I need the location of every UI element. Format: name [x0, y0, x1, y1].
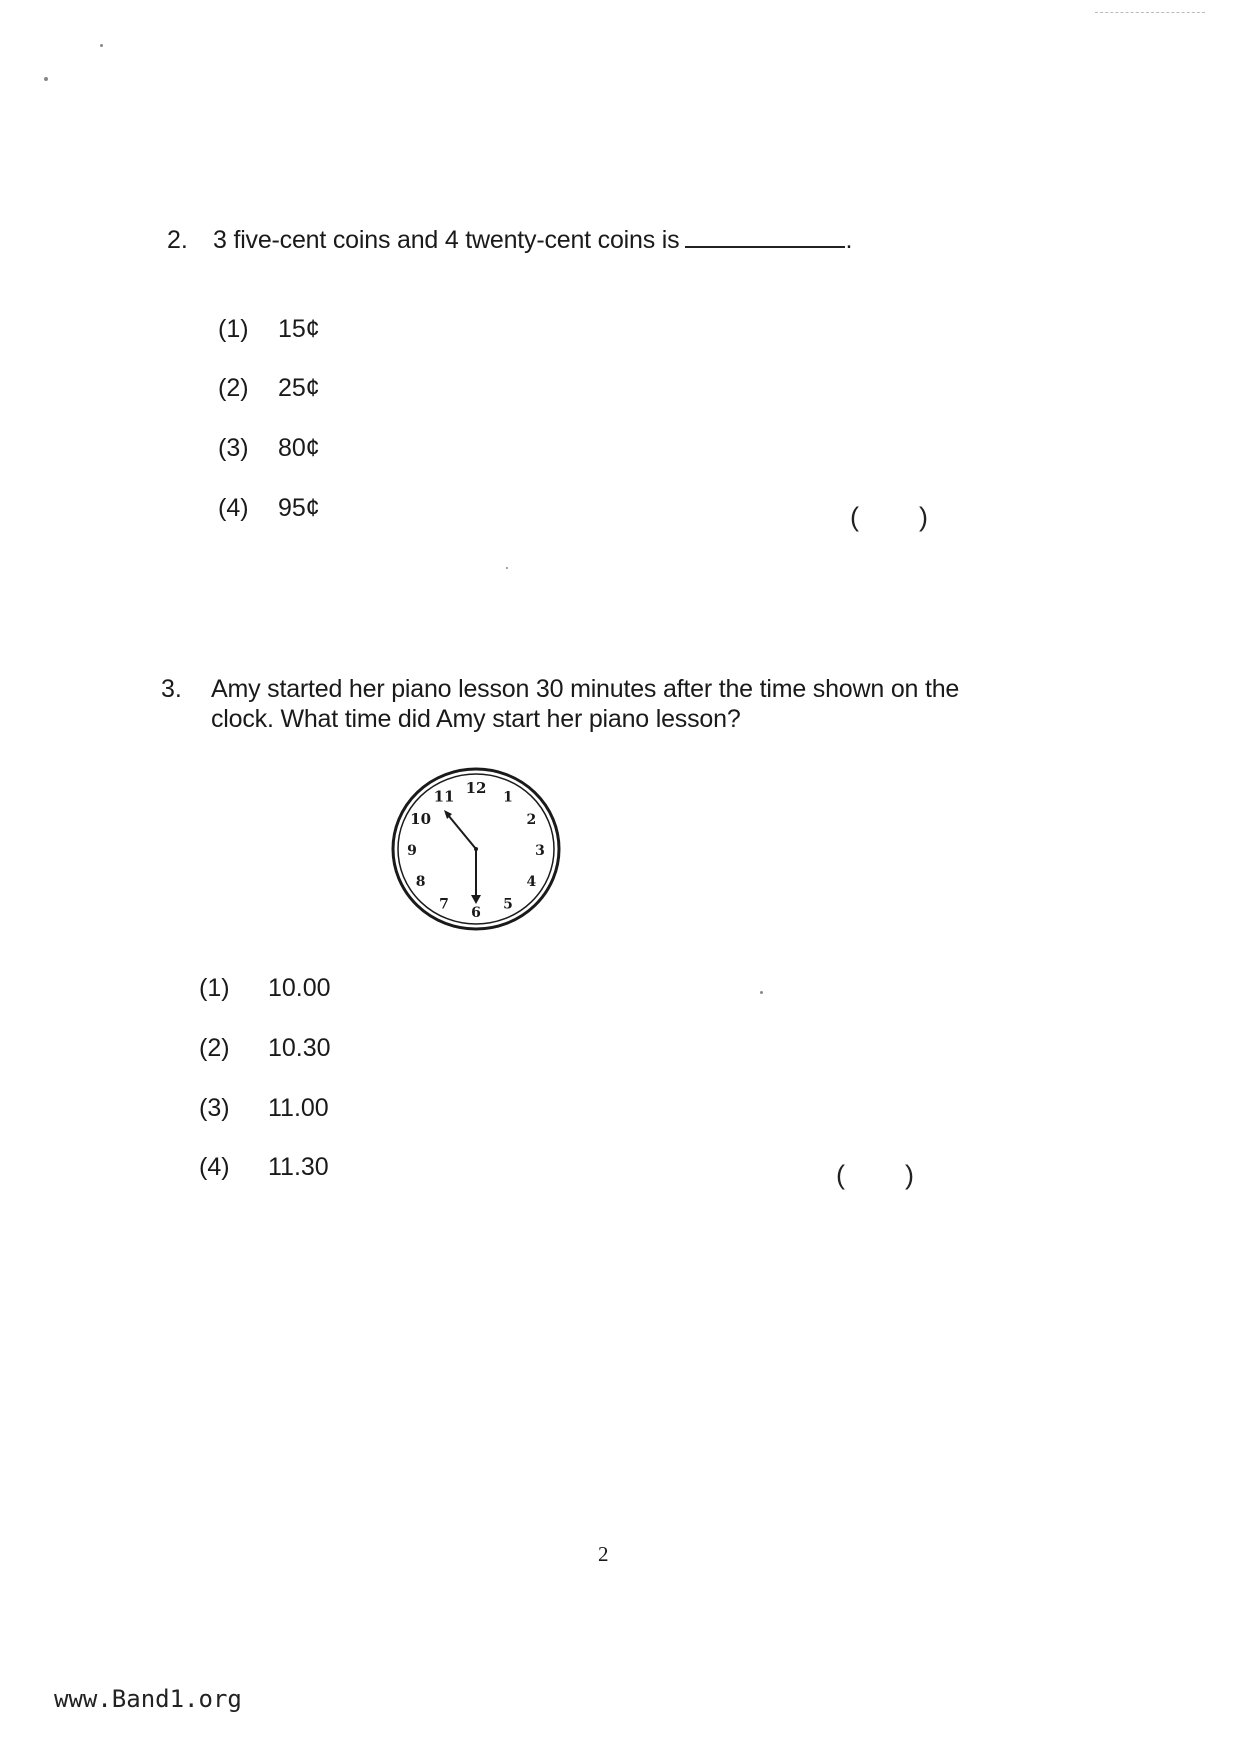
- clock-numeral: 3: [535, 843, 545, 859]
- clock-numeral: 1: [503, 789, 513, 806]
- option-number: (4): [218, 493, 249, 522]
- scan-speck: [760, 991, 763, 994]
- clock-figure: [390, 765, 562, 933]
- footer-url: www.Band1.org: [54, 1685, 242, 1713]
- option-value: 10.00: [268, 973, 331, 1002]
- option-number: (2): [218, 373, 249, 402]
- option-number: (1): [199, 973, 230, 1002]
- clock-numeral: 4: [526, 874, 537, 890]
- question-text-line-1: Amy started her piano lesson 30 minutes after the time shown on the: [211, 675, 960, 703]
- question-text-body: 3 five-cent coins and 4 twenty-cent coins is: [213, 226, 680, 254]
- question-text: [213, 226, 852, 255]
- question-number: 2.: [167, 226, 188, 254]
- option-value: 11.30: [268, 1152, 329, 1181]
- option-4[interactable]: [218, 492, 320, 524]
- option-number: (3): [218, 433, 249, 462]
- scan-artifact-line: [1095, 12, 1205, 14]
- option-number: (3): [199, 1093, 230, 1122]
- clock-numeral: 10: [410, 810, 432, 828]
- option-number: (2): [199, 1033, 230, 1062]
- page-number: 2: [598, 1542, 609, 1566]
- clock-numeral: 9: [407, 843, 417, 859]
- option-value: 11.00: [268, 1093, 329, 1122]
- clock-numeral: 7: [439, 896, 449, 913]
- question-text-line-2: clock. What time did Amy start her piano lesson?: [211, 705, 741, 733]
- scan-speck: [100, 44, 103, 47]
- option-value: 10.30: [268, 1033, 331, 1062]
- clock-numeral: 5: [503, 896, 513, 913]
- option-2[interactable]: [218, 372, 320, 404]
- option-3[interactable]: [218, 432, 320, 464]
- option-number: (4): [199, 1152, 230, 1181]
- scan-speck: [44, 77, 48, 81]
- option-1[interactable]: [199, 972, 331, 1004]
- option-number: (1): [218, 314, 249, 343]
- option-2[interactable]: [199, 1032, 331, 1064]
- option-value: 95¢: [278, 493, 320, 522]
- question-period: .: [845, 226, 853, 254]
- clock-numeral: 12: [465, 779, 487, 797]
- clock-numeral: 8: [415, 874, 426, 890]
- option-4[interactable]: [199, 1151, 329, 1183]
- answer-box[interactable]: ( ): [836, 1160, 914, 1190]
- option-3[interactable]: [199, 1092, 329, 1124]
- option-1[interactable]: [218, 313, 320, 345]
- clock-numeral: 6: [471, 905, 481, 921]
- option-value: 15¢: [278, 314, 320, 343]
- clock-numeral: 2: [526, 812, 537, 828]
- question-number: 3.: [161, 675, 182, 703]
- answer-box[interactable]: ( ): [850, 502, 928, 532]
- option-value: 25¢: [278, 373, 320, 402]
- answer-blank: [685, 246, 845, 248]
- clock-center: [474, 847, 478, 851]
- clock-face: [390, 765, 562, 933]
- scan-speck: [506, 567, 508, 569]
- clock-numeral: 11: [433, 787, 455, 806]
- option-value: 80¢: [278, 433, 320, 462]
